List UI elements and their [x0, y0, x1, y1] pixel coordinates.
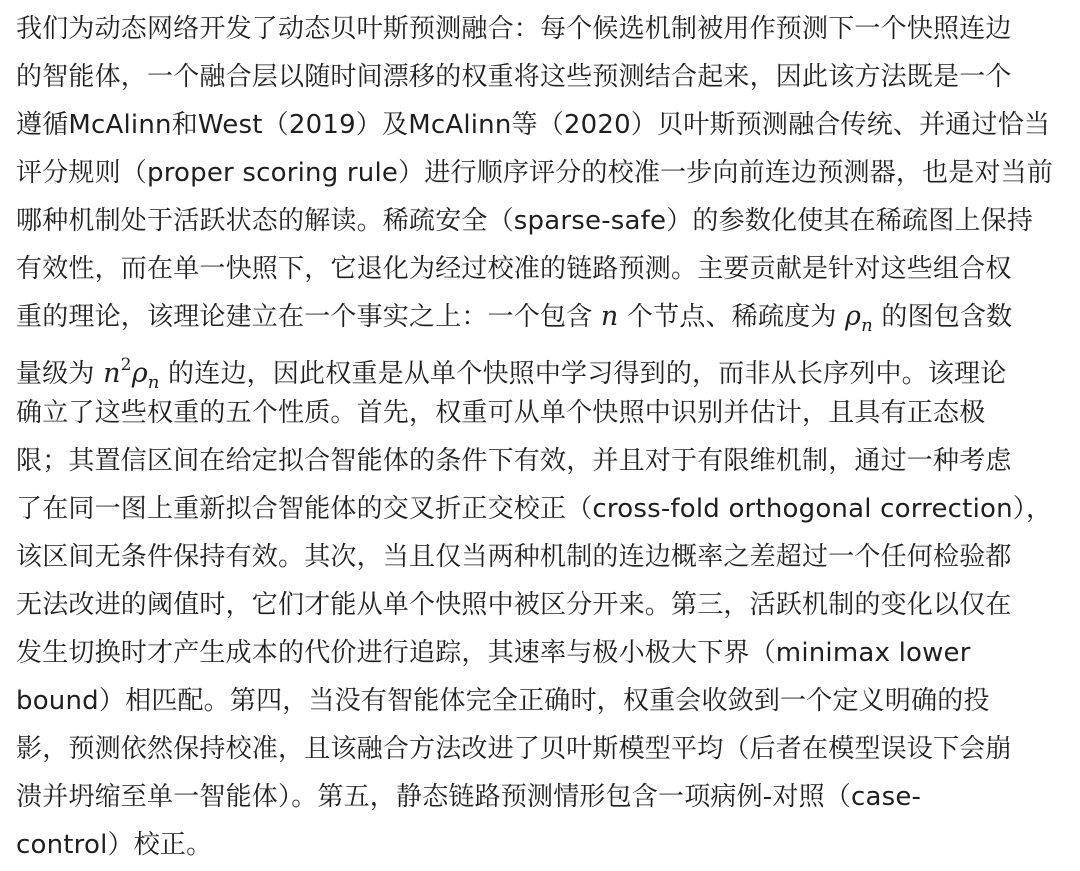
text-segment: 重的理论，该理论建立在一个事实之上：一个包含: [16, 302, 601, 332]
text-line: 哪种机制处于活跃状态的解读。稀疏安全（sparse-safe）的参数化使其在稀疏图上保持: [16, 206, 1034, 236]
math-exponent: 2: [120, 355, 132, 375]
text-segment: 个节点、稀疏度为: [618, 302, 845, 332]
text-segment: 量级为: [16, 359, 104, 389]
text-segment: 的连边，因此权重是从单个快照中学习得到的，而非从长序列中。该理论: [159, 359, 1007, 389]
text-line: 遵循McAlinn和West（2019）及McAlinn等（2020）贝叶斯预测融合传统、并通过恰当: [16, 110, 1051, 140]
text-line: 确立了这些权重的五个性质。首先，权重可从单个快照中识别并估计，且具有正态极: [16, 398, 986, 428]
text-line: 的智能体，一个融合层以随时间漂移的权重将这些预测结合起来，因此该方法既是一个: [16, 62, 1012, 92]
text-line: 发生切换时才产生成本的代价进行追踪，其速率与极小极大下界（minimax lower: [16, 638, 971, 668]
math-subscript: n: [147, 372, 160, 393]
math-variable-rho: ρ: [131, 358, 148, 389]
text-line: 有效性，而在单一快照下，它退化为经过校准的链路预测。主要贡献是针对这些组合权: [16, 254, 1012, 284]
text-line: bound）相匹配。第四，当没有智能体完全正确时，权重会收敛到一个定义明确的投: [16, 686, 990, 716]
math-subscript: n: [861, 315, 873, 336]
text-line: 限；其置信区间在给定拟合智能体的条件下有效，并且对于有限维机制，通过一种考虑: [16, 446, 1012, 476]
text-segment: 的图包含数: [872, 302, 1013, 332]
text-line-with-math: [16, 341, 1068, 393]
text-line: 无法改进的阈值时，它们才能从单个快照中被区分开来。第三，活跃机制的变化以仅在: [16, 590, 1012, 620]
text-line: 了在同一图上重新拟合智能体的交叉折正交校正（cross-fold orthogonal correction），: [16, 494, 1053, 524]
text-line: control）校正。: [16, 830, 213, 860]
text-line: 该区间无条件保持有效。其次，当且仅当两种机制的连边概率之差超过一个任何检验都: [16, 542, 1012, 572]
text-line-with-math: [16, 293, 1068, 341]
text-line: 溃并坍缩至单一智能体）。第五，静态链路预测情形包含一项病例-对照（case-: [16, 782, 922, 812]
math-variable-n: n: [600, 301, 619, 332]
text-line: 评分规则（proper scoring rule）进行顺序评分的校准一步向前连边预测器，也是对当前: [16, 158, 1054, 188]
math-variable-n: n: [103, 358, 121, 389]
math-variable-rho: ρ: [845, 301, 862, 332]
text-line: 我们为动态网络开发了动态贝叶斯预测融合：每个候选机制被用作预测下一个快照连边: [16, 14, 1012, 44]
text-line: 影，预测依然保持校准，且该融合方法改进了贝叶斯模型平均（后者在模型误设下会崩: [16, 734, 1012, 764]
